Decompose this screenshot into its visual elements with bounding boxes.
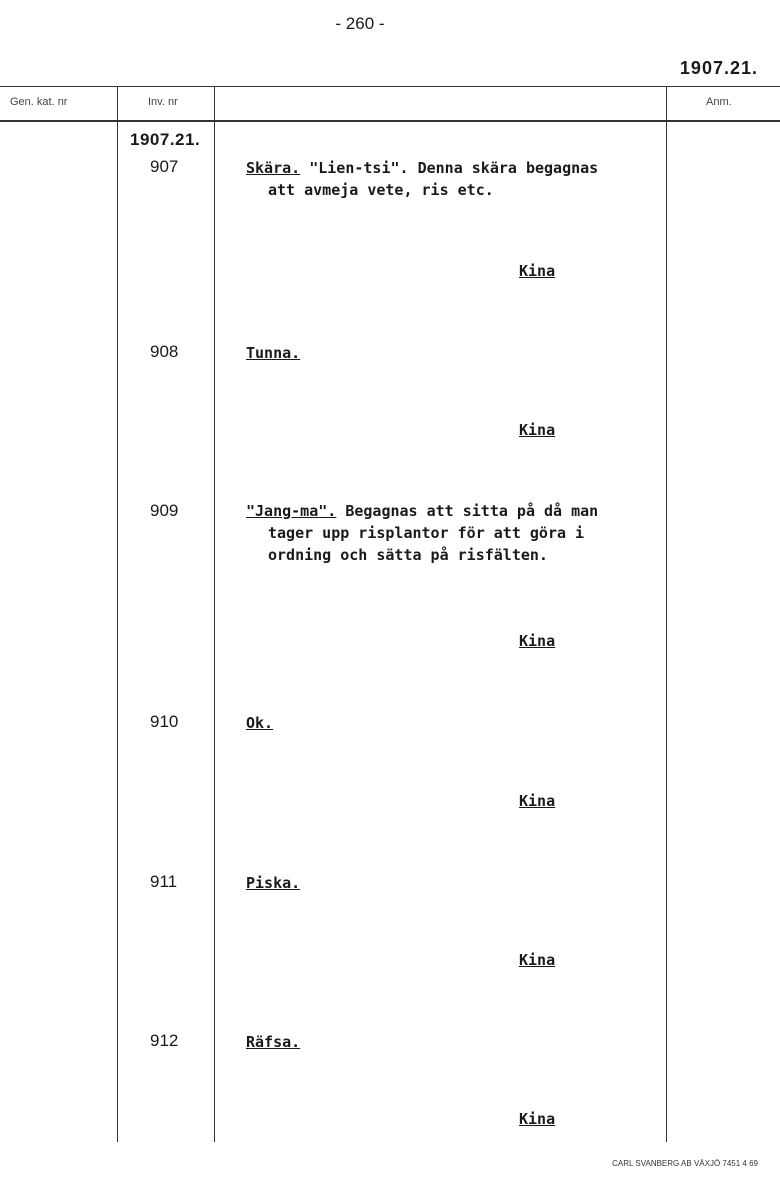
entry-text: "Lien-tsi". Denna skära begagnas	[300, 159, 599, 177]
inv-number: 907	[150, 157, 179, 176]
entry-description	[246, 342, 666, 364]
column-header-gen-kat: Gen. kat. nr	[10, 96, 68, 108]
entry-description	[246, 1031, 666, 1053]
entry-description	[246, 500, 666, 566]
description-line	[246, 157, 666, 179]
description-line: tager upp risplantor för att göra i	[268, 524, 585, 542]
inv-number: 912	[150, 1031, 179, 1050]
inv-number: 908	[150, 342, 179, 361]
inv-number: 911	[150, 872, 178, 891]
description-line	[246, 500, 666, 522]
entry-title: Ok.	[246, 714, 274, 732]
entry-text: Begagnas att sitta på då man	[336, 502, 599, 520]
place-of-origin: Kina	[519, 951, 556, 969]
column-header-inv: Inv. nr	[148, 96, 178, 108]
inv-number: 909	[150, 501, 179, 520]
description-line	[246, 872, 666, 894]
printer-mark: CARL SVANBERG AB VÄXJÖ 7451 4 69	[612, 1159, 758, 1168]
place-of-origin: Kina	[519, 421, 556, 439]
entry-description	[246, 157, 666, 201]
description-line	[246, 342, 666, 364]
entry-title: Tunna.	[246, 344, 301, 362]
description-line: att avmeja vete, ris etc.	[268, 181, 494, 199]
entry-title: Skära.	[246, 159, 301, 177]
catalog-series: 1907.21.	[130, 130, 201, 149]
column-divider-gen-inv	[117, 86, 118, 1142]
header-catalog-code: 1907.21.	[679, 58, 758, 78]
entry-title: "Jang-ma".	[246, 502, 337, 520]
column-divider-desc-anm	[666, 86, 667, 1142]
place-of-origin: Kina	[519, 1110, 556, 1128]
description-line: ordning och sätta på risfälten.	[268, 546, 548, 564]
place-of-origin: Kina	[519, 632, 556, 650]
column-divider-inv-desc	[214, 86, 215, 1142]
entry-description	[246, 872, 666, 894]
inv-number: 910	[150, 712, 179, 731]
page-number: - 260 -	[335, 14, 385, 33]
place-of-origin: Kina	[519, 262, 556, 280]
entry-description	[246, 712, 666, 734]
entry-title: Räfsa.	[246, 1033, 301, 1051]
description-line	[246, 1031, 666, 1053]
description-line	[246, 712, 666, 734]
column-header-anm: Anm.	[706, 96, 732, 108]
entry-title: Piska.	[246, 874, 301, 892]
place-of-origin: Kina	[519, 792, 556, 810]
